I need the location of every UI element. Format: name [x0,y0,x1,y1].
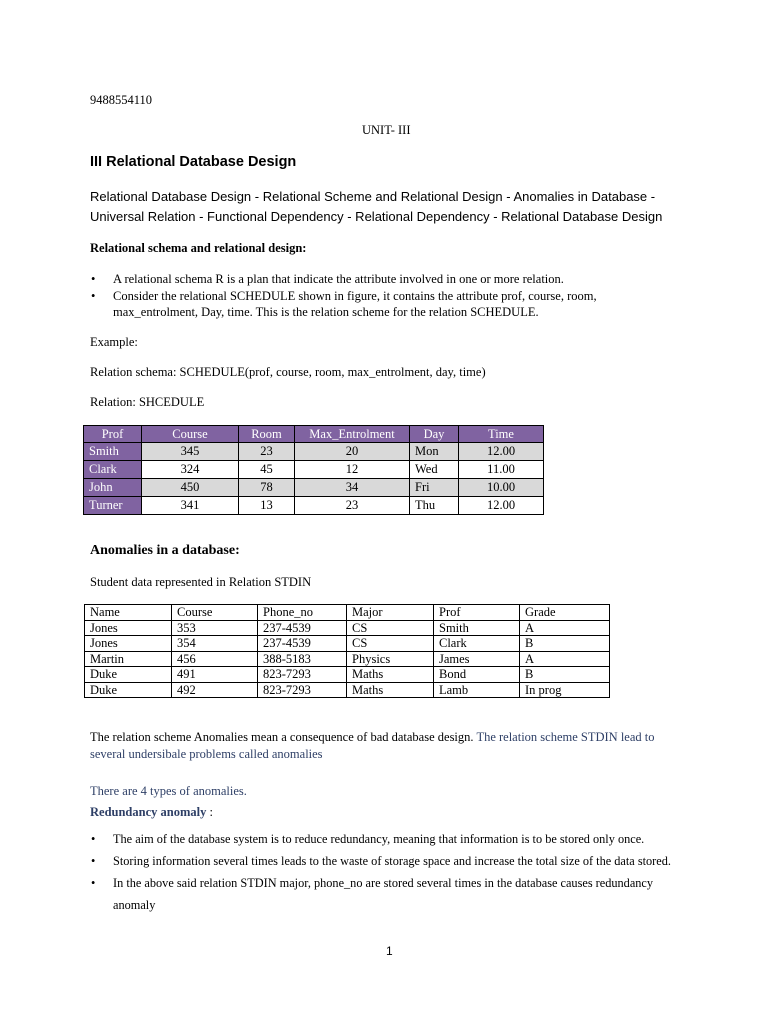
table-cell: 237-4539 [258,620,347,636]
table-cell: Smith [434,620,520,636]
redundancy-bullet-list [91,828,751,916]
table-cell: 12.00 [459,497,544,515]
table-cell: Clark [84,461,142,479]
table-cell: 353 [172,620,258,636]
bullet-item: • Consider the relational SCHEDULE shown in figure, it contains the attribute prof, course, room, max_entrolment, Day, time. This is the relation scheme for the relation SCHEDULE. [91,288,711,321]
schedule-table [83,425,544,515]
table-row [84,497,544,515]
table-cell: Maths [347,682,434,698]
table-cell: 13 [239,497,295,515]
relation-schema-text: Relation schema: SCHEDULE(prof, course, room, max_entrolment, day, time) [90,365,486,379]
table-cell: Bond [434,667,520,683]
table-cell: Jones [85,636,172,652]
example-label: Example: [90,335,138,349]
table-cell: 20 [295,443,410,461]
table-cell: 823-7293 [258,682,347,698]
table-row [84,479,544,497]
table-cell: Jones [85,620,172,636]
table-row [85,682,610,698]
table-cell: Maths [347,667,434,683]
table-cell: 23 [295,497,410,515]
table-cell: 456 [172,651,258,667]
table-row [84,461,544,479]
table-cell: 78 [239,479,295,497]
table-cell: 388-5183 [258,651,347,667]
table-cell: Fri [410,479,459,497]
table-cell: In prog [520,682,610,698]
table-row [85,651,610,667]
column-header: Room [239,426,295,443]
relation-label: Relation: SHCEDULE [90,395,205,409]
table-header-row [85,605,610,621]
table-cell: 11.00 [459,461,544,479]
table-cell: John [84,479,142,497]
redundancy-heading: Redundancy anomaly [90,805,207,819]
schema-bullet-list [91,271,711,321]
table-cell: 450 [142,479,239,497]
table-cell: 12 [295,461,410,479]
column-header: Major [347,605,434,621]
anomaly-paragraph-part-2: The relation scheme STDIN lead to [476,730,655,744]
anomaly-paragraph-line-2: several undersibale problems called anomalies [90,747,323,761]
table-cell: Lamb [434,682,520,698]
table-cell: Duke [85,667,172,683]
table-cell: 341 [142,497,239,515]
table-cell: 324 [142,461,239,479]
table-cell: B [520,636,610,652]
table-cell: Clark [434,636,520,652]
table-row [84,443,544,461]
table-cell: James [434,651,520,667]
table-row [85,636,610,652]
anomaly-paragraph-part-1: The relation scheme Anomalies mean a consequence of bad database design. [90,730,477,744]
table-cell: 354 [172,636,258,652]
stdin-table [84,604,610,698]
table-row [85,620,610,636]
unit-title: UNIT- III [362,123,411,137]
page-number: 1 [386,944,393,958]
table-cell: Duke [85,682,172,698]
page-title: III Relational Database Design [90,154,297,170]
redundancy-heading-line [90,805,213,820]
table-cell: Mon [410,443,459,461]
table-cell: A [520,620,610,636]
bullet-item: • In the above said relation STDIN major, phone_no are stored several times in the database causes redundancy anomaly [91,872,751,916]
table-cell: Turner [84,497,142,515]
table-cell: 10.00 [459,479,544,497]
table-cell: 492 [172,682,258,698]
table-cell: Wed [410,461,459,479]
column-header: Course [142,426,239,443]
column-header: Course [172,605,258,621]
table-cell: 491 [172,667,258,683]
table-cell: CS [347,636,434,652]
table-cell: 823-7293 [258,667,347,683]
table-cell: Thu [410,497,459,515]
table-header-row [84,426,544,443]
column-header: Prof [434,605,520,621]
column-header: Grade [520,605,610,621]
table-cell: 23 [239,443,295,461]
column-header: Prof [84,426,142,443]
table-row [85,667,610,683]
stdin-caption: Student data represented in Relation STDIN [90,575,312,589]
table-cell: A [520,651,610,667]
phone-number: 9488554110 [90,93,153,107]
table-cell: B [520,667,610,683]
table-cell: 45 [239,461,295,479]
redundancy-colon: : [206,805,213,819]
topics-line-1: Relational Database Design - Relational Scheme and Relational Design - Anomalies in Database - [90,189,656,204]
bullet-item: • A relational schema R is a plan that indicate the attribute involved in one or more relation. [91,271,711,288]
column-header: Name [85,605,172,621]
bullet-item: • Storing information several times leads to the waste of storage space and increase the total size of the data stored. [91,850,751,872]
section-heading-anomalies: Anomalies in a database: [90,543,240,558]
column-header: Day [410,426,459,443]
anomaly-types-text: There are 4 types of anomalies. [90,784,247,798]
table-cell: Physics [347,651,434,667]
table-cell: 345 [142,443,239,461]
topics-line-2: Universal Relation - Functional Dependency - Relational Dependency - Relational Database Design [90,209,663,224]
table-cell: 34 [295,479,410,497]
table-cell: 237-4539 [258,636,347,652]
anomaly-paragraph [90,729,655,763]
column-header: Phone_no [258,605,347,621]
table-cell: Martin [85,651,172,667]
column-header: Max_Entrolment [295,426,410,443]
section-heading-relational-schema: Relational schema and relational design: [90,241,307,255]
table-cell: Smith [84,443,142,461]
table-cell: 12.00 [459,443,544,461]
table-cell: CS [347,620,434,636]
column-header: Time [459,426,544,443]
bullet-item: • The aim of the database system is to reduce redundancy, meaning that information is to be stored only once. [91,828,751,850]
